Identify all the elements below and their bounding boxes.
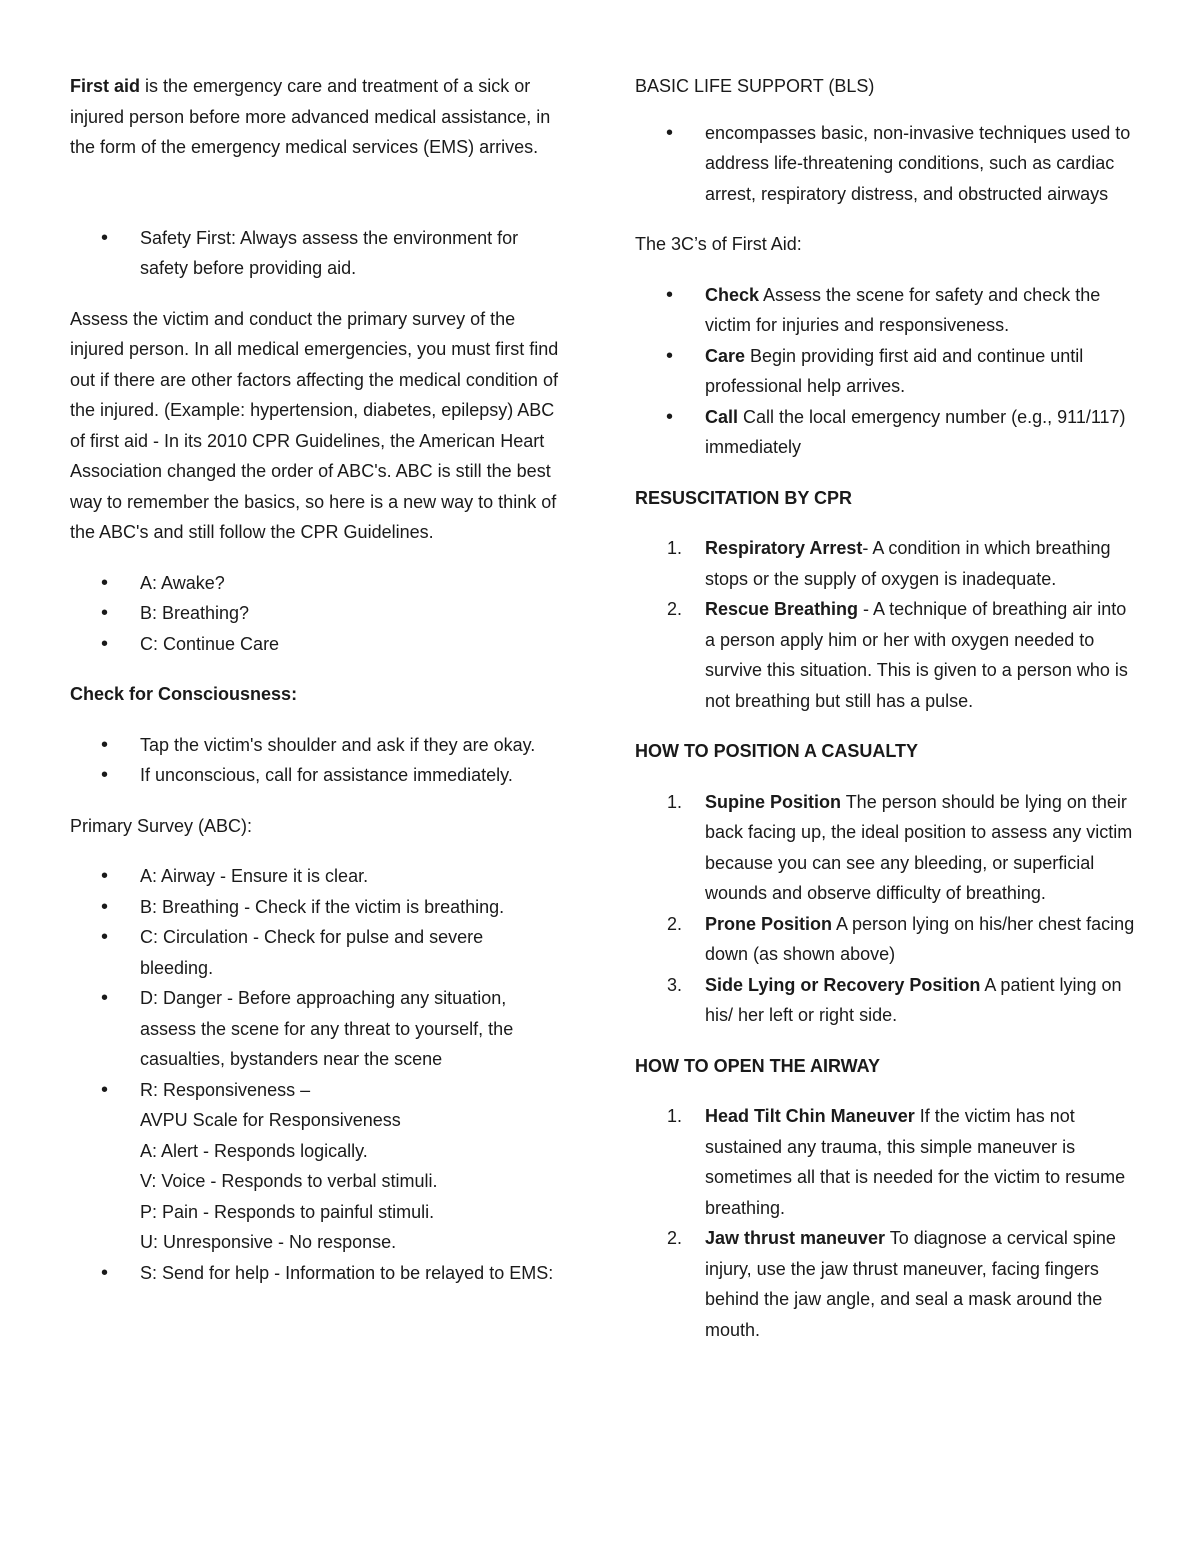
airway-list (635, 1101, 1135, 1345)
position-item (667, 909, 1135, 970)
consciousness-heading (70, 679, 560, 710)
cpr-term: Respiratory Arrest (705, 538, 863, 558)
bls-list (635, 118, 1135, 210)
item-number: 3. (667, 974, 683, 995)
assess-paragraph: Assess the victim and conduct the primary survey of the injured person. In all medical emergencies, you must first find out if there are other factors affecting the medical condition of the injured. (Example: hypertension, diabetes, epilepsy) ABC of first aid - In its 2010 CPR Guidelines, the American Heart Association changed the order of ABC's. ABC is still the best way to remember the basics, so here is a new way to think of the ABC's and still follow the CPR Guidelines. (70, 308, 559, 542)
position-item (667, 970, 1135, 1031)
airway-text: To diagnose a cervical spine injury, use the jaw thrust maneuver, facing fingers behind the jaw angle, and seal a mask around the mouth. (705, 1228, 1116, 1340)
consciousness-item: • Tap the victim's shoulder and ask if they are okay. (140, 730, 560, 761)
primary-item-danger: • D: Danger - Before approaching any situation, assess the scene for any threat to yourself, the casualties, bystanders near the scene (140, 983, 560, 1075)
position-heading (635, 736, 1135, 767)
primary-survey-list (70, 861, 560, 1288)
airway-text: If the victim has not sustained any trauma, this simple maneuver is sometimes all that is needed for the victim to resume breathing. (705, 1106, 1126, 1218)
position-item (667, 787, 1135, 909)
abc-item-a: • A: Awake? (140, 568, 560, 599)
left-column (70, 71, 560, 1308)
airway-heading-text: HOW TO OPEN THE AIRWAY (635, 1055, 881, 1076)
abc-item-c: • C: Continue Care (140, 629, 560, 660)
cpr-text: - A condition in which breathing stops or the supply of oxygen is inadequate. (705, 538, 1111, 589)
bls-heading: BASIC LIFE SUPPORT (BLS) (635, 76, 875, 96)
item-number: 2. (667, 1228, 683, 1248)
safety-item: • Safety First: Always assess the environment for safety before providing aid. (140, 223, 560, 284)
position-text: The person should be lying on their back facing up, the ideal position to assess any victim because you can see any bleeding, or superficial wounds and observe difficulty of breathing. (705, 791, 1133, 903)
three-c-list (635, 280, 1135, 463)
cpr-heading-text: RESUSCITATION BY CPR (635, 487, 853, 508)
three-c-heading: The 3C’s of First Aid: (635, 234, 802, 254)
three-c-item-check (705, 280, 1135, 341)
cpr-term: Rescue Breathing (705, 599, 859, 619)
three-c-item-call (705, 402, 1135, 463)
item-number: 2. (667, 913, 683, 934)
item-number: 1. (667, 538, 683, 558)
responsiveness-title: • R: Responsiveness – (140, 1079, 311, 1100)
intro-term: First aid (70, 76, 141, 96)
three-c-item-care (705, 341, 1135, 402)
avpu-voice: V: Voice - Responds to verbal stimuli. (140, 1171, 438, 1191)
abc-list (70, 568, 560, 660)
primary-item-breathing: • B: Breathing - Check if the victim is breathing. (140, 892, 560, 923)
three-c-term: Check (705, 284, 760, 305)
airway-term: Head Tilt Chin Maneuver (705, 1106, 915, 1126)
airway-item (667, 1101, 1135, 1223)
three-c-text: Assess the scene for safety and check the victim for injuries and responsiveness. (705, 284, 1101, 335)
position-term: Prone Position (705, 913, 833, 934)
airway-term: Jaw thrust maneuver (705, 1228, 886, 1248)
cpr-item (667, 594, 1135, 716)
cpr-item (667, 533, 1135, 594)
primary-survey-heading: Primary Survey (ABC): (70, 815, 253, 836)
avpu-pain: P: Pain - Responds to painful stimuli. (140, 1201, 435, 1222)
primary-item-airway: • A: Airway - Ensure it is clear. (140, 861, 560, 892)
abc-item-b: • B: Breathing? (140, 598, 560, 629)
consciousness-list (70, 730, 560, 791)
safety-list (70, 223, 560, 284)
position-list (635, 787, 1135, 1031)
position-heading-text: HOW TO POSITION A CASUALTY (635, 741, 918, 761)
three-c-term: Call (705, 406, 739, 427)
primary-item-circulation: • C: Circulation - Check for pulse and severe bleeding. (140, 922, 560, 983)
avpu-scale-title: AVPU Scale for Responsiveness (140, 1110, 401, 1130)
bls-item: • encompasses basic, non-invasive techniques used to address life-threatening conditions, such as cardiac arrest, respiratory distress, and obstructed airways (705, 118, 1135, 210)
cpr-heading (635, 483, 1135, 514)
position-text: A patient lying on his/ her left or right side. (705, 974, 1122, 1025)
item-number: 1. (667, 1106, 683, 1126)
consciousness-heading-text: Check for Consciousness: (70, 684, 298, 704)
item-number: 1. (667, 791, 683, 812)
airway-heading (635, 1051, 1135, 1082)
three-c-text: Call the local emergency number (e.g., 911/117) immediately (705, 406, 1126, 457)
intro-paragraph (70, 71, 560, 163)
position-term: Side Lying or Recovery Position (705, 974, 981, 995)
position-text: A person lying on his/her chest facing down (as shown above) (705, 913, 1135, 964)
cpr-text: - A technique of breathing air into a person apply him or her with oxygen needed to survive this situation. This is given to a person who is not breathing but still has a pulse. (705, 599, 1128, 711)
right-column (635, 71, 1135, 1365)
avpu-unresponsive: U: Unresponsive - No response. (140, 1232, 397, 1252)
position-term: Supine Position (705, 791, 842, 812)
primary-item-send-help: • S: Send for help - Information to be relayed to EMS: (140, 1258, 560, 1289)
three-c-term: Care (705, 345, 746, 366)
consciousness-item: • If unconscious, call for assistance immediately. (140, 760, 560, 791)
intro-text: is the emergency care and treatment of a sick or injured person before more advanced medical assistance, in the form of the emergency medical services (EMS) arrives. (70, 76, 551, 157)
primary-item-responsiveness (140, 1075, 560, 1258)
item-number: 2. (667, 599, 683, 619)
three-c-text: Begin providing first aid and continue until professional help arrives. (705, 345, 1084, 396)
avpu-alert: A: Alert - Responds logically. (140, 1140, 368, 1161)
cpr-list (635, 533, 1135, 716)
airway-item (667, 1223, 1135, 1345)
